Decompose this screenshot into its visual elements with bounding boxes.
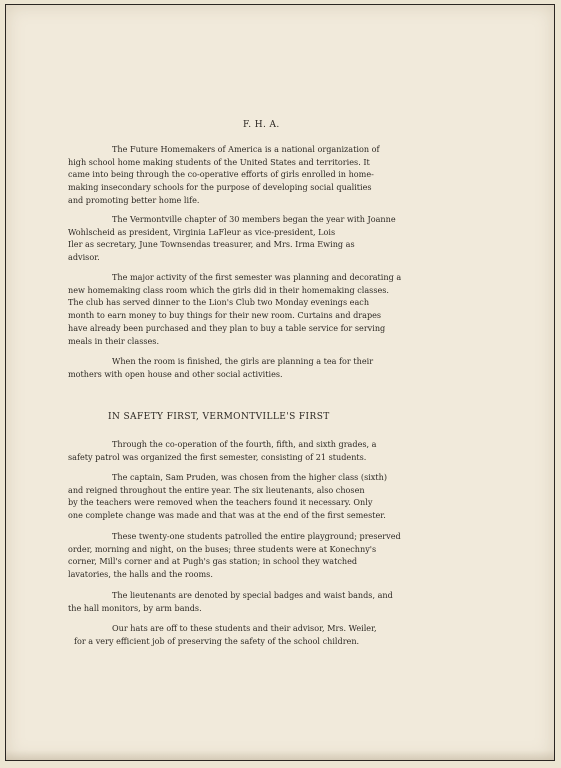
text-line: making insecondary schools for the purpose of developing social qualities — [68, 182, 372, 193]
paragraph-safety-intro — [68, 438, 480, 463]
text-line: by the teachers were removed when the teachers found it necessary. Only — [68, 497, 373, 508]
paragraph-safety-badges — [68, 589, 480, 614]
text-line: The lieutenants are denoted by special badges and waist bands, and — [112, 590, 393, 600]
text-line: meals in their classes. — [68, 335, 160, 346]
text-line: The Vermontville chapter of 30 members began the year with Joanne — [112, 214, 396, 224]
paragraph-fha-activity — [68, 271, 480, 347]
text-line: Wohlscheid as president, Virginia LaFleur as vice-president, Lois — [68, 226, 336, 237]
text-line: the hall monitors, by arm bands. — [68, 602, 202, 613]
text-line: and promoting better home life. — [68, 194, 200, 205]
text-line: order, morning and night, on the buses; three students were at Konechny's — [68, 543, 377, 554]
paragraph-safety-patrol — [68, 530, 480, 581]
text-line: month to earn money to buy things for their new room. Curtains and drapes — [68, 310, 382, 321]
text-line: came into being through the co-operative efforts of girls enrolled in home- — [68, 169, 374, 180]
text-line: corner, Mill's corner and at Pugh's gas station; in school they watched — [68, 556, 358, 567]
text-line: high school home making students of the United States and territories. It — [68, 156, 370, 167]
paragraph-safety-captain — [68, 471, 480, 522]
text-line: The major activity of the first semester was planning and decorating a — [112, 272, 402, 282]
text-line: Iler as secretary, June Townsendas treasurer, and Mrs. Irma Ewing as — [68, 239, 355, 250]
text-line: new homemaking class room which the girls did in their homemaking classes. — [68, 284, 389, 295]
page-shadow — [6, 750, 554, 760]
text-line: have already been purchased and they plan to buy a table service for serving — [68, 322, 386, 333]
text-line: The club has served dinner to the Lion's Club two Monday evenings each — [68, 297, 370, 308]
text-line: When the room is finished, the girls are planning a tea for their — [112, 356, 374, 366]
text-line: Through the co-operation of the fourth, fifth, and sixth grades, a — [112, 439, 377, 449]
text-line: The captain, Sam Pruden, was chosen from the higher class (sixth) — [112, 472, 387, 482]
paragraph-fha-chapter — [68, 213, 480, 264]
text-line: one complete change was made and that was at the end of the first semester. — [68, 510, 386, 521]
text-line: safety patrol was organized the first semester, consisting of 21 students. — [68, 451, 367, 462]
paragraph-fha-intro — [68, 143, 480, 207]
section-title-fha: F. H. A. — [243, 120, 280, 130]
text-line: lavatories, the halls and the rooms. — [68, 569, 213, 580]
text-line: advisor. — [68, 252, 100, 263]
text-line: The Future Homemakers of America is a national organization of — [112, 144, 380, 154]
text-line: and reigned throughout the entire year. The six lieutenants, also chosen — [68, 484, 365, 495]
section-title-safety: IN SAFETY FIRST, VERMONTVILLE'S FIRST — [108, 412, 330, 422]
paragraph-safety-thanks — [68, 622, 480, 647]
text-line: mothers with open house and other social activities. — [68, 368, 283, 379]
document-page — [5, 4, 555, 761]
paragraph-fha-plans — [68, 355, 480, 380]
text-line: These twenty-one students patrolled the entire playground; preserved — [112, 531, 401, 541]
text-line: Our hats are off to these students and their advisor, Mrs. Weiler, — [112, 623, 377, 633]
text-line: for a very efficient job of preserving the safety of the school children. — [74, 635, 360, 646]
